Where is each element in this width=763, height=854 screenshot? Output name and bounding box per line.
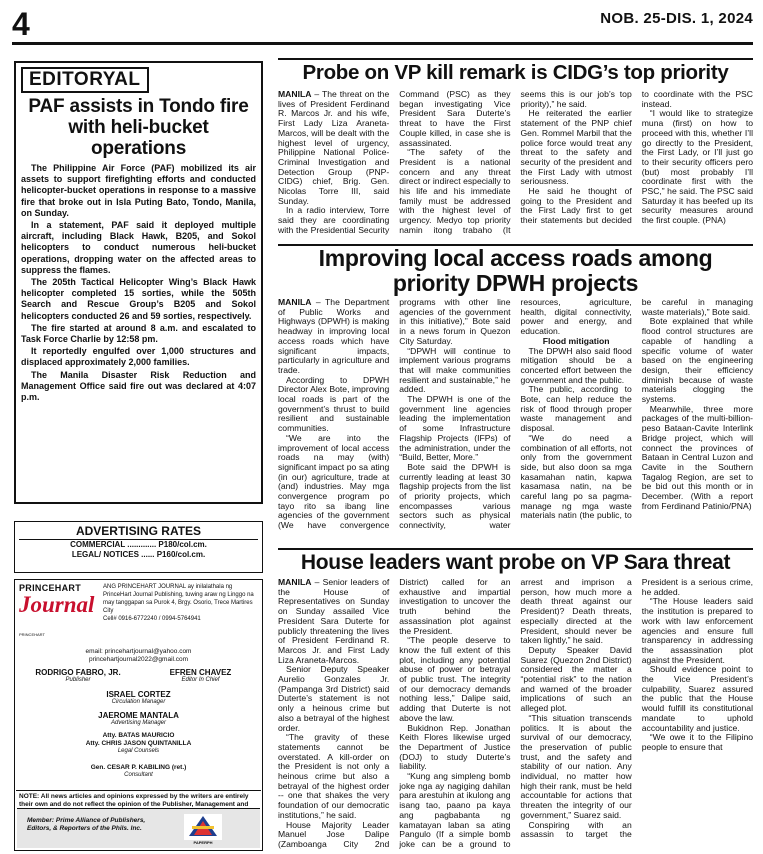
story-vp-headline: Probe on VP kill remark is CIDG’s top priority (302, 61, 729, 84)
story-house-paragraph: “The gravity of these statements cannot be overstated. A kill-order on the President is not only a heinous crime but also a betrayal of the highest order -- one that shakes the very foundation of our democratic institutions,” he said. (278, 732, 390, 820)
story-vp-paragraph: In a radio interview, Torre said they are coordinating with the Presidential Security Command (PSC) as they began investigating Vice President Sara Duterte’s threat to have the First Couple killed, in case she is assassinated. (278, 90, 511, 235)
logo-top-text: PRINCEHART (19, 583, 82, 593)
top-divider (12, 42, 753, 45)
editorial-paragraph: The Philippine Air Force (PAF) mobilized its air assets to support firefighting efforts and conducted helicopter-bucket operations in response to a massive fire that broke out in Isla Puting Bato, Tondo, Manila, on Sunday. (21, 163, 256, 218)
story-house-headline: House leaders want probe on VP Sara threat (300, 551, 731, 574)
headline-rule (278, 548, 753, 550)
story-dpwh-paragraph: The public, according to Bote, can help reduce the risk of flood through proper waste management and disposal. (520, 384, 632, 434)
advertising-rates-box (14, 521, 263, 573)
story-house-paragraph: Conspiring with an assassin to target the President is a serious crime, he added. (520, 578, 753, 840)
staff-advertising: JAEROME MANTALA Advertising Manager (98, 711, 179, 726)
story-vp-paragraph: “The safety of the President is a national concern and any threat direct or indirect especially to his life and his immediate family must be addressed with the highest level of urgency. Medyo top priority namin itong trabaho (It seems this is our job’s top priority),” he said. (399, 90, 632, 235)
story-dpwh-paragraph: Bote said the DPWH is currently leading at least 30 flagship projects from the list of priority projects, which encompasses various sectors such as physical connectivity, water resources, agriculture, health, digital connectivity, power and energy, and education. (399, 298, 632, 531)
editorial-body (21, 163, 256, 403)
story-vp-paragraph: “I would like to strategize muna (first) on how to proceed with this, whether I’ll go directly to the President, the First Lady, or I’ll just go to their security officers pero (but) most probably I’ll coordinate first with the PSC,” he said. The PSC said Saturday it has beefed up its security measures around the first couple. (PNA) (641, 108, 753, 226)
story-vp-paragraph: He said he thought of going to the President and the First Lady first to get their statements but decided to coordinate with the PSC instead. (520, 90, 753, 226)
story-house-paragraph: Senior Deputy Speaker Aurelio Gonzales Jr. (Pampanga 3rd District) said Duterte’s statement is not only a heinous crime but also a betrayal of the highest order. (278, 664, 390, 733)
legal-rate: LEGAL/ NOTICES ...... P160/col.cm. (71, 550, 206, 559)
staff-publisher: RODRIGO FABRO, JR. Publisher (35, 668, 121, 683)
story-dpwh-paragraph: According to DPWH Director Alex Bote, improving local roads is part of the government’s thrust to build resilient and sustainable communities. (278, 374, 390, 434)
story-house-paragraph: Bukidnon Rep. Jonathan Keith Flores likewise urged the Department of Justice (DOJ) to study Duterte’s liability. (399, 722, 511, 772)
membership-box (17, 808, 260, 848)
cell-number: Cell# 0916-6772240 / 0994-5764941 (103, 616, 201, 622)
story-dpwh-paragraph: The DPWH is one of the government line agencies leading the implementation of some Infrastructure Flagship Projects (IFPs) of the administration, under the “Build, Better, More.” (399, 394, 511, 463)
commercial-rate: COMMERCIAL ............. P180/col.cm. (70, 540, 207, 549)
story-vp-body (278, 90, 753, 242)
story-dpwh-headline: Improving local access roads among priority DPWH projects (318, 245, 713, 296)
story-house-paragraph: MANILA – Senior leaders of the House of Representatives on Sunday on Sunday assailed Vice President Sara Duterte for publicly threatening the lives of President Ferdinand R. Marcos Jr. and First Lady Liza Araneta-Marcos. (278, 578, 390, 665)
page-number: 4 (12, 6, 30, 42)
editorial-disclaimer: NOTE: All news articles and opinions expressed by the writers are entirely their own and do not reflect the opinion of the Publisher, Management and (16, 790, 261, 819)
story-house-paragraph: Deputy Speaker David Suarez (Quezon 2nd District) considered the matter a “potential risk” to the nation and warned of the broader implications of such an alleged plot. (520, 644, 632, 714)
membership-text: Member: Prime Alliance of Publishers, Editors, & Reporters of the Phils. Inc. (27, 817, 146, 832)
journal-logo (19, 583, 101, 641)
editorial-paragraph: The Manila Disaster Risk Reduction and Management Office said fire out was declared at 4:07 p.m. (21, 369, 256, 403)
masthead (14, 579, 263, 851)
publication-description: ANG PRINCEHART JOURNAL ay inilalathala ng PrinceHart Journal Publishing, tuwing araw ng Linggo na may tanggapan sa Purok 4, Brgy. Osorio, Trece Martires City Cell# 0916-6772240 / 0994-5764941 (103, 583, 260, 623)
story-house-paragraph: “The House leaders said the institution is prepared to work with law enforcement agencies and ensure full transparency in addressing the assassination plot against the President. (641, 596, 753, 665)
story-house-paragraph: “The people deserve to know the full extent of this plot, including any potential abuse of power or betrayal of public trust. The integrity of our democracy demands nothing less,” Dalipe said, adding that Duterte is not above the law. (399, 635, 511, 723)
editorial-paragraph: It reportedly engulfed over 1,000 structures and displaced approximately 2,000 families. (21, 346, 256, 368)
advertising-title: ADVERTISING RATES (19, 524, 258, 540)
staff-legal-1: Atty. BATAS MAURICIO (102, 732, 175, 739)
story-dpwh-paragraph: “We do need a combination of all efforts, not only from the government side, but also doon sa mga kasamahan natin, kapwa kasamasa natin, na be careful lang po sa pagma-manage ng mga waste materials natin (the public, to be careful in managing waste materials),” Bote said. (520, 298, 753, 521)
staff-consultant: Gen. CESAR P. KABILING (ret.) Consultant (90, 764, 187, 778)
story-dpwh-paragraph: The DPWH also said flood mitigation should be a concerted effort between the government and the public. (520, 345, 632, 385)
story-house-paragraph: House Majority Leader Manuel Jose Dalipe (Zamboanga City 2nd District) called for an exhaustive and impartial investigation to uncover the truth behind the assassination plot against the President. (278, 578, 511, 849)
story-house-body (278, 578, 753, 850)
logo-main-text: Journal PRINCEHART (19, 592, 95, 637)
story-vp-paragraph: He reiterated the earlier statement of the PNP chief Gen. Rommel Marbil that the police force would treat any threat to the safety and security of the president and the First Lady with utmost seriousness. (520, 108, 632, 187)
story-dpwh-paragraph: Meanwhile, three more packages of the multi-billion-peso Bataan-Cavite Interlink Bridge project, which will connect the provinces of Bataan in Central Luzon and Cavite in the Southern Tagalog Region, are set to be bid out this month or in December. (With a report from Ferdinand Patinio/PNA) (641, 403, 753, 511)
staff-circulation: ISRAEL CORTEZ Circulation Manager (106, 690, 171, 705)
story-dpwh-paragraph: “We are into the improvement of local access roads na may (with) significant impact po sa ating (in our) agriculture, trade at (and) industries. May mga convergence program po tayo rito sa ibang line agencies of the government (We have convergence programs with other line agencies of the government in this initiative),” Bote said in a news forum in Quezon City Saturday. (278, 298, 511, 531)
editorial-label: EDITORYAL (21, 67, 149, 93)
story-house-paragraph: “Kung ang simpleng bomb joke nga ay nagiging dahilan para arestuhin at ikulong ang isang tao, paano pa kaya ang pagbabanta ng kamatayan laban sa ating Pangulo (If a simple bomb joke can be a ground to arrest and imprison a person, how much more a death threat against our President)? Death threats, especially directed at the President, should never be taken lightly,” he said. (399, 578, 632, 849)
story-dpwh-paragraph: “DPWH will continue to implement various programs that will make communities resilient and sustainable,” he added. (399, 345, 511, 395)
editorial-paragraph: The 205th Tactical Helicopter Wing’s Black Hawk helicopter completed 15 sorties, while the 505th Search and Rescue Group’s B205 and Sokol helicopters conducted 26 and 59 sorties, respectively. (21, 277, 256, 321)
paper-ph-logo (184, 814, 222, 840)
editorial-paragraph: In a statement, PAF said it deployed multiple aircraft, including Black Hawk, B205, and Sokol helicopters to conduct numerous heli-bucket operations, dropping water on the affected areas to suppress the flames. (21, 220, 256, 275)
story-house-paragraph: “This situation transcends politics. It is about the survival of our democracy, the preservation of public trust, and the safety and stability of our nation. Any individual, no matter how high their rank, must be held accountable for actions that threaten the integrity of our government,” Suarez said. (520, 712, 632, 820)
staff-editor: EFREN CHAVEZ Editor In Chief (169, 668, 232, 683)
editorial-paragraph: The fire started at around 8 a.m. and escalated to Task Force Charlie by 12:58 pm. (21, 322, 256, 345)
issue-date: NOB. 25-DIS. 1, 2024 (600, 10, 753, 27)
story-dpwh-paragraph: MANILA – The Department of Public Works and Highways (DPWH) is making headway in improving local access roads which have significant impacts, particularly in agriculture and trade. (278, 298, 390, 375)
story-house-paragraph: “We owe it to the Filipino people to ensure that (641, 732, 753, 752)
editorial-box (14, 61, 263, 504)
story-dpwh-paragraph: Bote explained that while flood control structures are capable of handling a specific volume of water based on the engineering design, their efficiency diminish because of waste materials clogging the systems. (641, 316, 753, 405)
contact-emails: email: princehartjournal@yahoo.com princehartjournal2022@gmail.com (85, 648, 192, 663)
paper-ph-logo-text: PAPERPH (193, 840, 213, 845)
editorial-title: PAF assists in Tondo fire with heli-bucket operations (28, 96, 249, 159)
staff-legal-2: Atty. CHRIS JASON QUINTANILLA Legal Counsels (85, 740, 192, 754)
story-dpwh-body (278, 298, 753, 536)
story-house-paragraph: Should evidence point to the Vice President’s culpability, Suarez assured the public that the House would fulfill its constitutional mandate to uphold accountability and justice. (641, 664, 753, 733)
story-dpwh-subhead: Flood mitigation (542, 335, 610, 346)
story-vp-paragraph: MANILA – The threat on the lives of President Ferdinand R. Marcos Jr. and his wife, First Lady Liza Araneta-Marcos, will be dealt with the highest level of urgency, Philippine National Police-Criminal Investigation and Detection Group (PNP-CIDG) chief, Brig. Gen. Nicolas Torre III, said Sunday. (278, 90, 390, 206)
